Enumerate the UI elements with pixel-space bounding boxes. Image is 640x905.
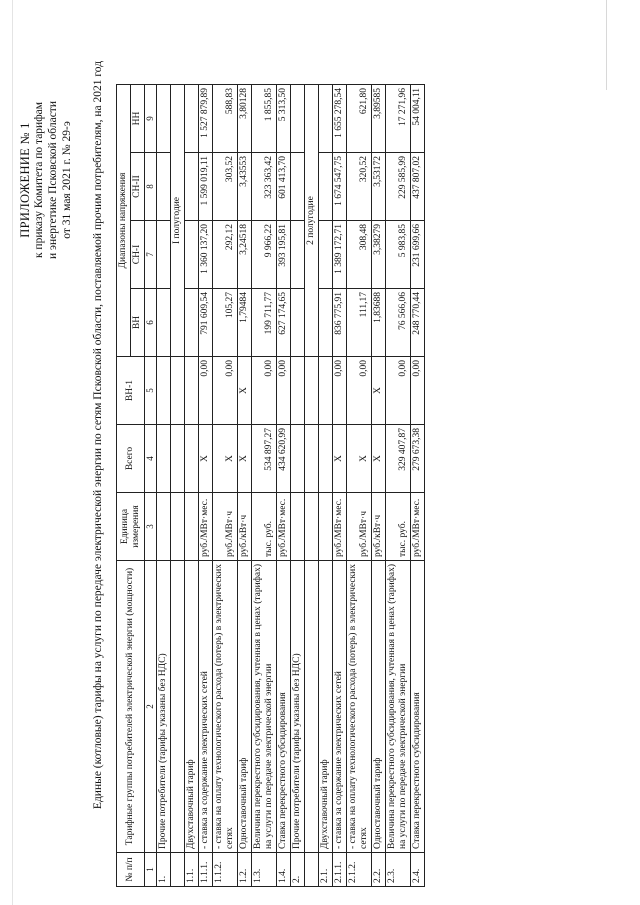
row-name: Ставка перекрестного субсидирования	[411, 561, 425, 853]
row-number: 2.1.2.	[347, 853, 372, 887]
unit-cell: руб./кВт·ч	[238, 493, 252, 561]
unit-cell: руб./МВт·ч	[213, 493, 238, 561]
sn2-cell: 437 807,02	[411, 153, 425, 221]
total-cell: 329 407,87	[386, 425, 411, 493]
empty-cell	[185, 493, 199, 561]
row-number: 1.2.	[238, 853, 252, 887]
tariff-table-body	[157, 85, 425, 887]
vn-cell: 105,27	[213, 289, 238, 357]
row-name: - ставка на оплату технологического расхода (потерь) в электрических сетях	[213, 561, 238, 853]
col-ranges-header: Диапазоны напряжения	[117, 85, 131, 357]
vn1-cell: 0,00	[199, 357, 213, 425]
row-number: 1.	[157, 853, 171, 887]
row-number: 2.4.	[411, 853, 425, 887]
empty-cell	[291, 153, 305, 221]
empty-cell	[291, 221, 305, 289]
empty-cell	[185, 357, 199, 425]
empty-cell	[319, 85, 333, 153]
col-sn1-header: СН-I	[131, 221, 145, 289]
row-name: Одноставочный тариф	[372, 561, 386, 853]
empty-cell	[291, 357, 305, 425]
row-number: 2.	[291, 853, 305, 887]
total-cell: X	[347, 425, 372, 493]
empty-cell	[319, 221, 333, 289]
sn2-cell: 320,52	[347, 153, 372, 221]
sn1-cell: 5 983,85	[386, 221, 411, 289]
vn1-cell: 0,00	[213, 357, 238, 425]
nn-cell: 17 271,96	[386, 85, 411, 153]
row-number: 1.1.2.	[213, 853, 238, 887]
empty-cell	[157, 425, 171, 493]
empty-cell	[157, 493, 171, 561]
vn1-cell: 0,00	[252, 357, 277, 425]
sn1-cell: 3,38279	[372, 221, 386, 289]
empty-cell	[319, 357, 333, 425]
total-cell: X	[372, 425, 386, 493]
empty-cell	[185, 85, 199, 153]
col-name-header: Тарифные группы потребителей электрической энергии (мощности)	[117, 561, 145, 853]
empty-cell	[185, 153, 199, 221]
col-index: 2	[145, 561, 157, 853]
vn1-cell: X	[238, 357, 252, 425]
table-row	[171, 85, 185, 887]
table-row	[386, 85, 411, 887]
empty-cell	[305, 561, 319, 853]
table-row	[305, 85, 319, 887]
table-row	[238, 85, 252, 887]
table-row	[347, 85, 372, 887]
sn2-cell: 229 585,99	[386, 153, 411, 221]
empty-cell	[157, 357, 171, 425]
vn-cell: 76 566,06	[386, 289, 411, 357]
sn2-cell: 303,52	[213, 153, 238, 221]
unit-cell: руб./кВт·ч	[372, 493, 386, 561]
row-name: Величина перекрестного субсидирования, учтенная в ценах (тарифах) на услуги по передаче электрической энергии	[252, 561, 277, 853]
nn-cell: 621,80	[347, 85, 372, 153]
sn2-cell: 3,43553	[238, 153, 252, 221]
sn1-cell: 231 699,66	[411, 221, 425, 289]
empty-cell	[171, 493, 185, 561]
row-number: 1.1.	[185, 853, 199, 887]
row-number: 1.4.	[277, 853, 291, 887]
table-row	[319, 85, 333, 887]
total-cell: 534 897,27	[252, 425, 277, 493]
empty-cell	[291, 85, 305, 153]
col-unit-header: Единица измерения	[117, 493, 145, 561]
col-index: 1	[145, 853, 157, 887]
row-name: - ставка на оплату технологического расхода (потерь) в электрических сетях	[347, 561, 372, 853]
sn2-cell: 3,53172	[372, 153, 386, 221]
col-index: 3	[145, 493, 157, 561]
row-name: - ставка за содержание электрических сетей	[199, 561, 213, 853]
vn-cell: 836 775,91	[333, 289, 347, 357]
table-row	[199, 85, 213, 887]
col-index: 8	[145, 153, 157, 221]
row-number: 1.3.	[252, 853, 277, 887]
nn-cell: 54 004,11	[411, 85, 425, 153]
period-label: I полугодие	[171, 85, 185, 357]
row-name: Одноставочный тариф	[238, 561, 252, 853]
nn-cell: 1 527 879,89	[199, 85, 213, 153]
total-cell: X	[238, 425, 252, 493]
table-row	[291, 85, 305, 887]
appendix-header	[18, 15, 74, 345]
empty-cell	[185, 425, 199, 493]
vn-cell: 1,79484	[238, 289, 252, 357]
empty-cell	[171, 561, 185, 853]
col-index: 6	[145, 289, 157, 357]
row-name: Ставка перекрестного субсидирования	[277, 561, 291, 853]
col-vn-header: ВН	[131, 289, 145, 357]
col-index: 5	[145, 357, 157, 425]
empty-cell	[171, 425, 185, 493]
appendix-title: ПРИЛОЖЕНИЕ № 1	[18, 122, 32, 238]
appendix-line-1: к приказу Комитета по тарифам	[33, 101, 45, 259]
row-number: 2.1.1.	[333, 853, 347, 887]
sn1-cell: 1 389 172,71	[333, 221, 347, 289]
sn1-cell: 3,24518	[238, 221, 252, 289]
row-name: Прочие потребители (тарифы указаны без НДС)	[157, 561, 171, 853]
unit-cell: руб./МВт·мес.	[333, 493, 347, 561]
vn-cell: 111,17	[347, 289, 372, 357]
table-row	[213, 85, 238, 887]
row-name: Величина перекрестного субсидирования, учтенная в ценах (тарифах) на услуги по передаче электрической энергии	[386, 561, 411, 853]
empty-cell	[157, 289, 171, 357]
empty-cell	[291, 425, 305, 493]
col-total-header: Всего	[117, 425, 145, 493]
vn-cell: 791 609,54	[199, 289, 213, 357]
table-row	[185, 85, 199, 887]
vn1-cell: 0,00	[347, 357, 372, 425]
row-number: 2.3.	[386, 853, 411, 887]
unit-cell: руб./МВт·мес.	[199, 493, 213, 561]
sn1-cell: 292,12	[213, 221, 238, 289]
nn-cell: 3,89585	[372, 85, 386, 153]
nn-cell: 588,83	[213, 85, 238, 153]
empty-cell	[157, 221, 171, 289]
total-cell: X	[199, 425, 213, 493]
sn2-cell: 323 363,42	[252, 153, 277, 221]
table-row	[333, 85, 347, 887]
sn1-cell: 9 966,22	[252, 221, 277, 289]
vn-cell: 1,83688	[372, 289, 386, 357]
total-cell: 279 673,38	[411, 425, 425, 493]
empty-cell	[305, 425, 319, 493]
sn2-cell: 1 599 019,11	[199, 153, 213, 221]
row-name: Двухставочный тариф	[319, 561, 333, 853]
row-name: Двухставочный тариф	[185, 561, 199, 853]
vn1-cell: X	[372, 357, 386, 425]
total-cell: X	[213, 425, 238, 493]
column-index-row	[145, 85, 157, 887]
empty-cell	[319, 153, 333, 221]
row-number: 2.1.	[319, 853, 333, 887]
row-number: 2.2.	[372, 853, 386, 887]
total-cell: 434 620,99	[277, 425, 291, 493]
empty-cell	[319, 425, 333, 493]
vn-cell: 199 711,77	[252, 289, 277, 357]
empty-cell	[305, 357, 319, 425]
sn1-cell: 308,48	[347, 221, 372, 289]
row-name: - ставка за содержание электрических сетей	[333, 561, 347, 853]
vn1-cell: 0,00	[411, 357, 425, 425]
vn-cell: 627 174,65	[277, 289, 291, 357]
sn1-cell: 393 195,81	[277, 221, 291, 289]
nn-cell: 3,80128	[238, 85, 252, 153]
vn1-cell: 0,00	[333, 357, 347, 425]
empty-cell	[291, 493, 305, 561]
tariff-table	[116, 84, 425, 887]
row-number	[305, 853, 319, 887]
col-vn1-header: ВН-1	[117, 357, 145, 425]
period-label: 2 полугодие	[305, 85, 319, 357]
nn-cell: 1 655 278,54	[333, 85, 347, 153]
table-row	[252, 85, 277, 887]
appendix-line-3: от 31 мая 2021 г. № 29-э	[61, 121, 73, 239]
table-row	[157, 85, 171, 887]
unit-cell: тыс. руб.	[252, 493, 277, 561]
table-row	[372, 85, 386, 887]
nn-cell: 1 855,85	[252, 85, 277, 153]
total-cell: X	[333, 425, 347, 493]
col-sn2-header: СН-II	[131, 153, 145, 221]
col-num-header: № п/п	[117, 853, 145, 887]
header-row-1	[117, 85, 131, 887]
sn1-cell: 1 360 137,20	[199, 221, 213, 289]
empty-cell	[319, 289, 333, 357]
unit-cell: руб./МВт·ч	[347, 493, 372, 561]
empty-cell	[157, 85, 171, 153]
empty-cell	[157, 153, 171, 221]
col-index: 4	[145, 425, 157, 493]
empty-cell	[171, 357, 185, 425]
table-row	[411, 85, 425, 887]
vn-cell: 248 770,44	[411, 289, 425, 357]
nn-cell: 5 313,50	[277, 85, 291, 153]
row-number: 1.1.1.	[199, 853, 213, 887]
unit-cell: тыс. руб.	[386, 493, 411, 561]
sn2-cell: 601 413,70	[277, 153, 291, 221]
table-row	[277, 85, 291, 887]
empty-cell	[305, 493, 319, 561]
vn1-cell: 0,00	[277, 357, 291, 425]
col-nn-header: НН	[131, 85, 145, 153]
col-index: 9	[145, 85, 157, 153]
unit-cell: руб./МВт·мес.	[411, 493, 425, 561]
empty-cell	[319, 493, 333, 561]
empty-cell	[185, 221, 199, 289]
unit-cell: руб./МВт·мес.	[277, 493, 291, 561]
document-title: Единые (котловые) тарифы на услуги по передаче электрической энергии по сетям Псковской области, поставляемой прочим потребителям, на 2021 год	[92, 60, 104, 810]
row-name: Прочие потребители (тарифы указаны без НДС)	[291, 561, 305, 853]
empty-cell	[185, 289, 199, 357]
row-number	[171, 853, 185, 887]
vn1-cell: 0,00	[386, 357, 411, 425]
sn2-cell: 1 674 547,75	[333, 153, 347, 221]
appendix-line-2: и энергетике Псковской области	[47, 101, 59, 259]
empty-cell	[291, 289, 305, 357]
col-index: 7	[145, 221, 157, 289]
